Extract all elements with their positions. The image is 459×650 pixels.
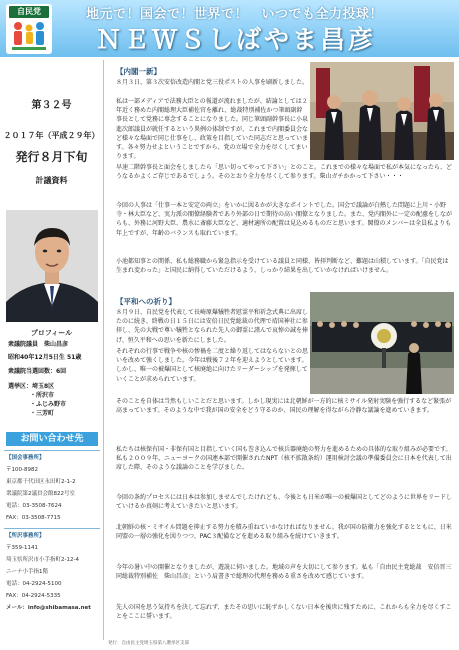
issue-number: 第３２号 xyxy=(31,100,72,111)
article-column xyxy=(108,60,456,650)
party-logo xyxy=(6,4,52,54)
issue-year: ２０１７年（平成２９年） xyxy=(3,131,100,140)
section-peace-para-7: 今年の暑い中の開催となりましたが、遊説に伺いました。地域の声を大切にして参ります。私も「自由民主党総裁 安倍晋三 同総裁特別補佐 柴山昌彦」という肩書きで総理の代理を務める重さを改めて感じています。 xyxy=(116,564,458,581)
local-phone: 電話：04-2924-5100 xyxy=(6,581,62,587)
section-peace-para-8: 先人の国を思う気持ちを決して忘れず、またその思いに恥ずかしくない日本を後世に残すために、これからも全力を尽くすことをここに誓います。 xyxy=(116,604,452,621)
local-address: 埼玉県所沢市小手指町2-12-4 xyxy=(6,557,79,563)
section-cabinet-para-1: ８月３日、第３次安倍改造内閣と党三役ポストの人事を刷新しました。 xyxy=(116,79,309,86)
section-peace-para-4: 私たちは核保有国・非保有国と目指していく国も巻き込んで核兵器廃絶の努力を進めるための具体的な取り組みが必要です。私も２００９年、ニューヨークの国連本部で開催されたNPT（核不拡散条約）運用検討会議の準備委員会に日本を代表して出席した際、そのような議論のことを学びました。 xyxy=(116,446,452,472)
newsletter-header xyxy=(0,0,459,57)
section-heading-cabinet: 【内閣一新】 xyxy=(116,67,161,76)
section-peace-para-2: それぞれの行事で戦争や核の惨禍を二度と繰り返してはならないとの思いを改めて強くしました。今年は戦後７２年を迎えようとしています。しかし、唯一の被爆国として核廃絶に向けたリーダーシップを発揮していくことが求められています。 xyxy=(116,348,309,383)
national-building: 衆議院第2議員会館822号室 xyxy=(6,491,75,497)
memorial-photo xyxy=(310,292,454,394)
profile-name: 衆議院議員 柴山昌彦 xyxy=(8,341,69,348)
section-cabinet-para-2: 私は一部メディアで法務大臣との報道が流れましたが、結論としては２年近く務めた内閣総理大臣補佐官を離れ、総裁特別補佐かつ筆頭副幹事長として党務に専念することになりました。同じ筆頭副幹事長に小泉進次郎議員が就任するという異例の体制ですが、これまで内閣委員会など様々な場面で同じ仕事をし、政策を目指していた同志だと思っています。各々努力せよということですから、党の立場で全力を尽くしてまいります。 xyxy=(116,98,309,161)
cabinet-photo xyxy=(310,62,454,160)
profile-district: 選挙区：埼玉8区 xyxy=(8,383,55,390)
contact-heading: お問い合わせ先 xyxy=(6,432,98,446)
national-fax: FAX：03-3508-7715 xyxy=(6,515,61,521)
family-icon xyxy=(9,19,49,53)
section-peace-para-1: ８月９日、自民党を代表して長崎原爆犠牲者慰霊平和祈念式典に出席したのに続き、終戦の日１５日には安倍日民党総裁の代理で靖国神社に参拝し、先の大戦で尊い犠牲となられた先人の御霊に謹んで哀悼の誠を捧げ、恒久平和への思いを新たにしました。 xyxy=(116,309,309,344)
section-cabinet-para-5: 小池都知事との関係、私も総務職から緊急指示を受けている議員と同様、皆拝判断など、難題は山積しています。「自民党は生まれ変わった」と国民に納得していただけるよう、しっかり結果を出していかなければいけません。 xyxy=(116,258,449,275)
profile-terms: 衆議院当選回数：6回 xyxy=(8,368,67,375)
national-address: 東京都千代田区永田町2-1-2 xyxy=(6,479,76,485)
local-fax: FAX：04-2924-5335 xyxy=(6,593,61,599)
section-heading-peace: 【平和への祈り】 xyxy=(116,297,176,306)
section-cabinet-para-3: 早速二階幹事長と面会をしましたら「思い切ってやって下さい」とのこと。これまでの様々な場面で私が本気になったら、どうなるかよくご存じであるでしょう。そのとおり全力を尽くして参ります。柴山ガチかかって下さい・・・ xyxy=(116,164,453,181)
profile-city-3: ・三芳町 xyxy=(30,410,55,417)
profile-city-1: ・所沢市 xyxy=(30,392,55,399)
section-peace-para-5: 今回の条約プロセスには日本は参加しませんでしたけれども、今後とも日米が唯一の被爆国としてどのように世界をリードしていけるか真剣に考えていきたいと思います。 xyxy=(116,494,453,511)
national-postcode: 〒100-8982 xyxy=(6,467,38,473)
party-badge: 自民党 xyxy=(9,6,49,18)
profile-birth: 昭和40年12月5日生 51歳 xyxy=(8,354,82,361)
contact-rule-2 xyxy=(4,528,100,529)
issue-subtitle: 計議資料 xyxy=(35,176,68,185)
section-peace-para-3: そのことを自体は当然もしいことだと思います。しかし現実には北朝鮮が一方的に核ミサイル発射実験を強行するなど緊張が高まっています。そのような中で我が国の安全をどう守るのか、国民の理解を得ながら冷静な議論を進めていきます。 xyxy=(116,398,452,415)
profile-heading: プロフィール xyxy=(30,329,73,337)
newsletter-title: ＮＥＷＳしばやま昌彦 xyxy=(96,25,377,54)
section-peace-para-6: 北朝鮮の核・ミサイル問題を抑止する努力を積み重ねていかなければなりません。我が国の防衛力を強化するとともに、日米同盟の一層の強化を図りつつ、PAC３配備などを進める取り組みを続けていきます。 xyxy=(116,524,452,541)
national-phone: 電話：03-3508-7624 xyxy=(6,503,62,509)
issue-date: 発行８月下旬 xyxy=(15,150,88,164)
section-cabinet-para-4: 今回の人事は「仕事一本と安定の両立」をいかに図るかが大きなポイントでした。国会で議論が白熱した問題に上川・小野寺・林大臣など、実力派の閣僚経験者であり外部の日で期待の高い閣僚となりました。また、党内閣外に一定の配慮をしながらも、外務に河野大臣、農水に斎藤大臣など、適材適所の配置は見込めるものだと思います。閣僚のメンバーは全員私よりも年上ですが、年齢のバランスも取れています。 xyxy=(116,202,453,237)
local-building: ニーナ小手指1階 xyxy=(6,569,48,575)
column-divider xyxy=(103,60,104,640)
header-slogan: 地元で！国会で！世界で！ いつでも全力投球！ xyxy=(86,7,384,22)
publisher-footer: 発行：自由民主党埼玉県第八選挙区支部 xyxy=(108,641,189,646)
local-postcode: 〒359-1141 xyxy=(6,545,38,551)
local-office-label: 【所沢事務所】 xyxy=(6,533,45,539)
portrait-photo xyxy=(6,210,98,322)
contact-rule xyxy=(4,450,100,451)
sidebar-column xyxy=(0,60,103,650)
contact-email[interactable]: メール：info@shibamasa.net xyxy=(6,605,91,611)
national-office-label: 【国会事務所】 xyxy=(6,455,45,461)
profile-city-2: ・ふじみ野市 xyxy=(30,401,67,408)
